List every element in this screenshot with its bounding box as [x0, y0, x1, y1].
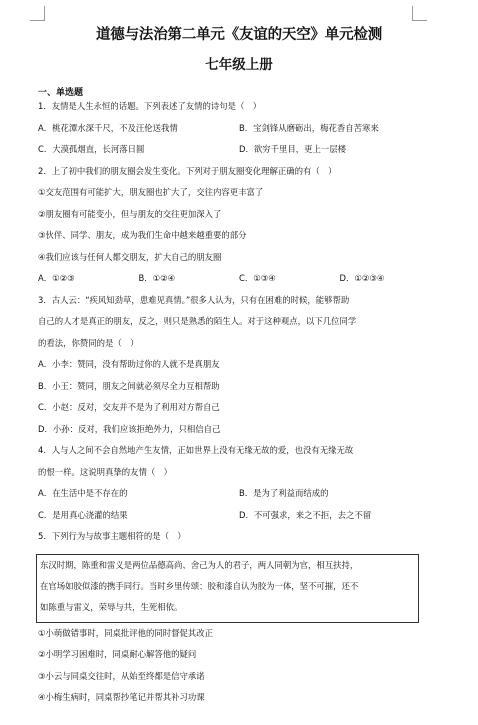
material-box [36, 554, 419, 623]
statement-4: ④我们应该与任何人都交朋友，扩大自己的朋友圈 [38, 251, 222, 262]
question-5 [38, 530, 440, 713]
statement-1: ①交友范围有可能扩大，朋友圈也扩大了，交往内容更丰富了 [38, 187, 264, 197]
document-subtitle: 七年级上册 [205, 57, 273, 73]
option-row [38, 487, 440, 509]
statement-2: ②朋友圈有可能变小，但与朋友的交往更加深入了 [38, 208, 222, 219]
option-a: A．小李：赞同，没有帮助过你的人就不是真朋友 [38, 359, 220, 369]
option-b: B．①②④ [138, 273, 176, 283]
question-stem-line: 4．人与人之间不会自然地产生友情，正如世界上没有无缘无故的爱，也没有无缘无故 [38, 445, 354, 455]
option-row [38, 122, 440, 144]
statement-2: ②小明学习困难时，同桌耐心解答他的疑问 [38, 649, 197, 659]
option-a: A．在生活中是不存在的 [38, 488, 128, 498]
option-row [38, 509, 440, 531]
page-corner-mark-top-left [30, 6, 45, 21]
question-stem-line: 的看法，你赞同的是（ ） [38, 337, 139, 348]
question-stem: 2．上了初中我们的朋友圈会发生变化。下列对于朋友圈变化理解正确的有（ ） [38, 165, 337, 176]
option-b: B．宝剑锋从磨砺出，梅花香自苦寒来 [239, 122, 379, 133]
option-d: D．①②③④ [339, 273, 385, 283]
section-title: 一、单选题 [38, 88, 84, 98]
option-c: C．小赵：反对，交友并不是为了利用对方帮自己 [38, 402, 220, 412]
option-d: D．欲穷千里目，更上一层楼 [239, 144, 346, 154]
statement-3: ③伙伴、同学、朋友，成为我们生命中越来越重要的部分 [38, 230, 247, 240]
question-stem-line: 自己的人才是真正的朋友，反之，则只是熟悉的陌生人。对于这种观点，以下几位同学 [38, 316, 357, 326]
option-c: C．①③④ [239, 273, 276, 283]
option-d: D．不可强求，来之不拒，去之不留 [239, 509, 372, 520]
option-b: B．小王：赞同，朋友之间就必须尽全力互相帮助 [38, 380, 220, 391]
option-c: C．大漠孤烟直，长河落日圆 [38, 144, 145, 154]
exam-document [38, 24, 440, 713]
option-a: A．①②③ [38, 273, 75, 283]
question-stem-line: 的恨一样。这说明真挚的友情（ ） [38, 466, 172, 477]
question-stem: 1．友情是人生永恒的话题。下列表述了友情的诗句是（ ） [38, 101, 262, 111]
question-2 [38, 165, 440, 294]
page-corner-mark-top-right [412, 6, 427, 21]
option-d: D．小孙：反对，我们应该拒绝外力，只相信自己 [38, 423, 221, 434]
question-4 [38, 444, 440, 530]
question-stem: 5．下列行为与故事主题相符的是（ ） [38, 531, 186, 541]
statement-3: ③小云与同桌交往时，从始至终都是信守承诺 [38, 670, 205, 681]
statement-1: ①小萌做错事时，同桌批评他的同时督促其改正 [38, 627, 214, 638]
question-stem-line: 3．古人云：“疾风知劲草，患难见真情。”很多人认为，只有在困难的时候，能够帮助 [38, 294, 350, 305]
option-row [38, 272, 440, 294]
option-a: A．桃花潭水深千尺，不及汪伦送我情 [38, 122, 178, 133]
material-line: 如陈重与雷义，荣辱与共，生死相依。 [40, 601, 183, 612]
option-b: B．是为了利益而结成的 [239, 488, 329, 498]
option-row [38, 143, 440, 165]
material-line: 在官场如胶似漆的携手同行。当时乡里传颂：胶和漆自认为胶为一体，坚不可摧，还不 [40, 580, 359, 591]
question-1 [38, 100, 440, 165]
question-3 [38, 294, 440, 445]
option-c: C．是用真心浇灌的结果 [38, 509, 128, 520]
material-line: 东汉时期，陈重和雷义是两位品德高尚、舍己为人的君子，两人同朝为官，相互扶持， [40, 559, 359, 570]
document-title: 道德与法治第二单元《友谊的天空》单元检测 [96, 26, 382, 43]
statement-4: ④小梅生病时，同桌帮抄笔记并帮其补习功课 [38, 692, 205, 702]
